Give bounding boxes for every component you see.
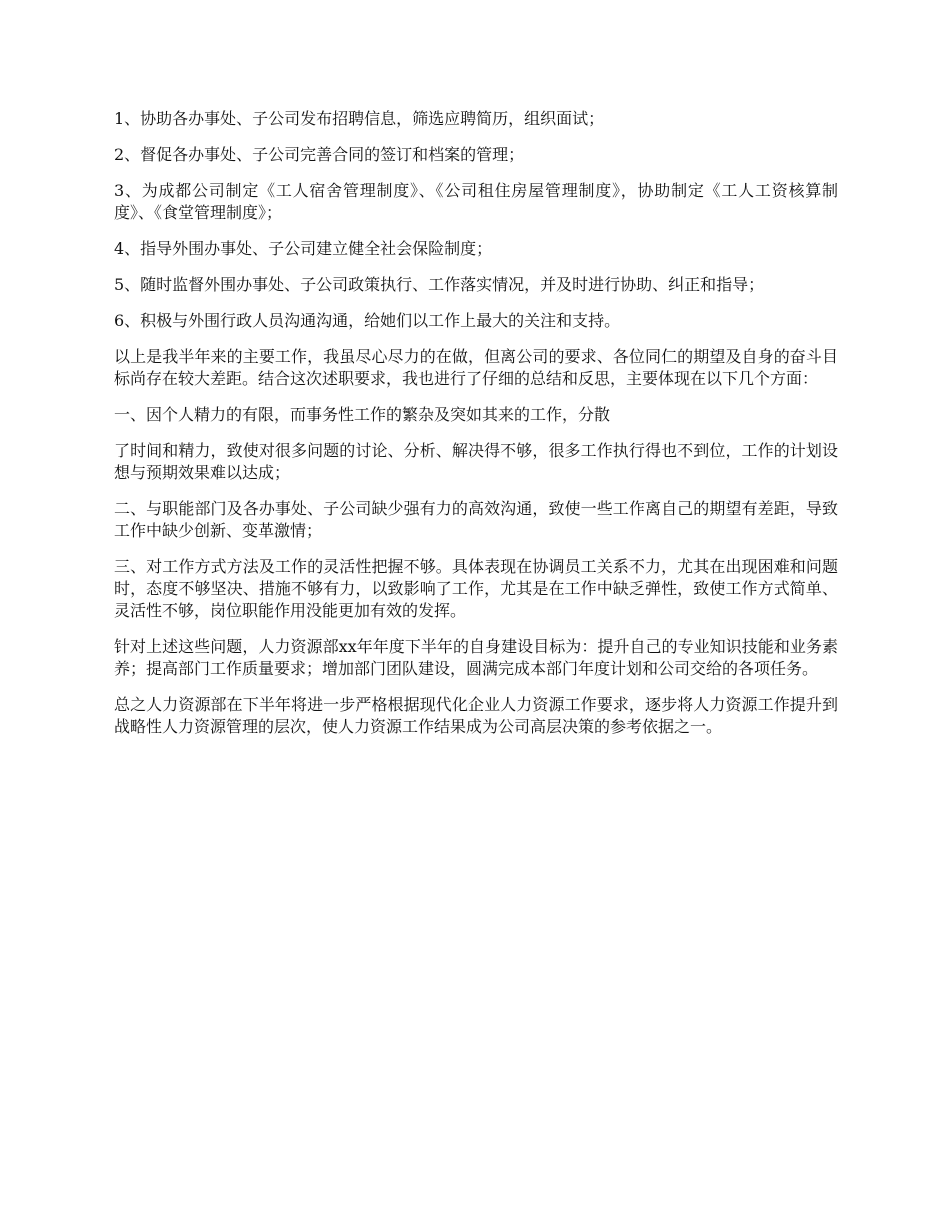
issue-two: 二、与职能部门及各办事处、子公司缺少强有力的高效沟通，致使一些工作离自己的期望有差距，导致工作中缺少创新、变革激情；	[114, 499, 838, 540]
duty-item-3: 3、为成都公司制定《工人宿舍管理制度》、《公司租住房屋管理制度》，协助制定《工人工资核算制度》、《食堂管理制度》；	[114, 181, 838, 222]
duty-item-5: 5、随时监督外围办事处、子公司政策执行、工作落实情况，并及时进行协助、纠正和指导；	[114, 275, 765, 294]
issue-three: 三、对工作方式方法及工作的灵活性把握不够。具体表现在协调员工关系不力，尤其在出现困难和问题时，态度不够坚决、措施不够有力，以致影响了工作，尤其是在工作中缺乏弹性，致使工作方式简单、灵活性不够，岗位职能作用没能更加有效的发挥。	[114, 557, 838, 620]
duty-item-2: 2、督促各办事处、子公司完善合同的签订和档案的管理；	[114, 145, 525, 164]
duty-item-6: 6、积极与外围行政人员沟通沟通，给她们以工作上最大的关注和支持。	[114, 311, 621, 330]
goals-paragraph: 针对上述这些问题，人力资源部xx年年度下半年的自身建设目标为：提升自己的专业知识技能和业务素养；提高部门工作质量要求；增加部门团队建设，圆满完成本部门年度计划和公司交给的各项任务。	[114, 637, 838, 678]
conclusion-paragraph: 总之人力资源部在下半年将进一步严格根据现代化企业人力资源工作要求，逐步将人力资源工作提升到战略性人力资源管理的层次，使人力资源工作结果成为公司高层决策的参考依据之一。	[114, 695, 838, 736]
duty-item-4: 4、指导外围办事处、子公司建立健全社会保险制度；	[114, 239, 493, 258]
summary-paragraph: 以上是我半年来的主要工作，我虽尽心尽力的在做，但离公司的要求、各位同仁的期望及自身的奋斗目标尚存在较大差距。结合这次述职要求，我也进行了仔细的总结和反思，主要体现在以下几个方面：	[114, 347, 838, 388]
issue-one-detail: 了时间和精力，致使对很多问题的讨论、分析、解决得不够，很多工作执行得也不到位，工作的计划设想与预期效果难以达成；	[114, 441, 838, 482]
issue-one-heading: 一、因个人精力的有限，而事务性工作的繁杂及突如其来的工作，分散	[114, 405, 611, 424]
duty-item-1: 1、协助各办事处、子公司发布招聘信息，筛选应聘简历，组织面试；	[114, 109, 605, 128]
document-body	[114, 108, 838, 752]
